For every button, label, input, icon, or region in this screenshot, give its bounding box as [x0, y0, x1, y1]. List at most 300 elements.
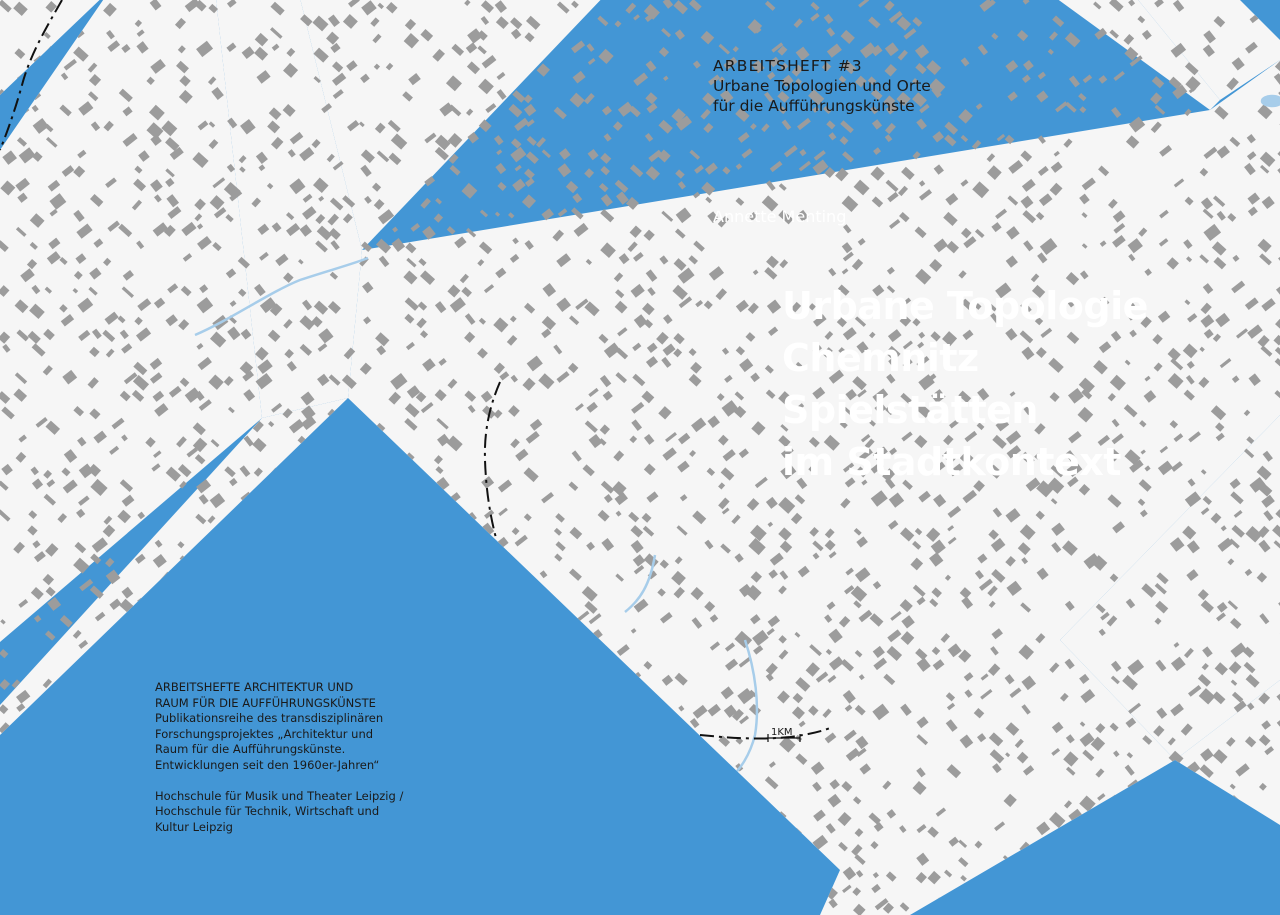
building-block	[1172, 825, 1188, 841]
building-block	[543, 734, 551, 742]
building-block	[1264, 12, 1277, 24]
building-block	[414, 633, 426, 646]
building-block	[542, 647, 551, 656]
building-block	[528, 673, 538, 683]
title-line: Chemnitz	[782, 336, 979, 380]
building-block	[497, 614, 513, 629]
building-block	[932, 131, 944, 142]
building-block	[357, 572, 369, 584]
building-block	[139, 719, 153, 731]
building-block	[540, 633, 551, 644]
building-block	[0, 679, 10, 690]
building-block	[121, 792, 132, 803]
building-block	[558, 208, 567, 217]
building-block	[842, 151, 854, 162]
building-block	[896, 16, 911, 30]
building-block	[11, 813, 23, 825]
building-block	[557, 163, 571, 177]
building-block	[345, 858, 353, 865]
building-block	[120, 645, 137, 662]
building-block	[73, 843, 88, 858]
building-block	[228, 614, 242, 628]
building-block	[422, 226, 436, 240]
building-block	[649, 851, 658, 860]
building-block	[408, 598, 424, 612]
building-block	[648, 745, 661, 757]
building-block	[558, 610, 571, 622]
building-block	[1157, 826, 1167, 836]
building-block	[494, 602, 501, 609]
building-block	[761, 123, 769, 132]
building-block	[541, 208, 554, 220]
building-block	[151, 643, 162, 654]
building-block	[168, 615, 181, 627]
building-block	[163, 629, 177, 643]
building-block	[1157, 884, 1165, 893]
building-block	[1, 828, 10, 837]
building-block	[403, 690, 413, 700]
building-block	[1129, 868, 1136, 875]
building-block	[333, 552, 342, 561]
building-block	[645, 92, 657, 104]
building-block	[509, 813, 524, 828]
building-block	[810, 2, 819, 11]
building-block	[1108, 872, 1116, 880]
building-block	[1099, 75, 1108, 84]
building-block	[1069, 75, 1080, 87]
building-block	[536, 137, 546, 148]
building-block	[316, 852, 324, 861]
building-block	[961, 883, 974, 896]
building-block	[312, 646, 319, 653]
building-block	[106, 676, 115, 686]
building-block	[719, 44, 730, 55]
building-block	[491, 812, 503, 824]
building-block	[298, 482, 314, 497]
building-block	[31, 747, 45, 761]
building-block	[541, 840, 550, 848]
building-block	[1229, 902, 1239, 913]
building-block	[180, 853, 192, 865]
building-block	[494, 738, 503, 747]
building-block	[643, 691, 656, 704]
institution-line: Kultur Leipzig	[155, 819, 233, 834]
building-block	[782, 841, 792, 851]
building-block	[703, 123, 713, 133]
building-block	[239, 615, 251, 626]
building-block	[736, 886, 749, 898]
building-block	[617, 794, 626, 802]
building-block	[254, 514, 261, 521]
building-block	[345, 482, 360, 497]
building-block	[466, 583, 472, 588]
building-block	[646, 103, 657, 113]
building-block	[586, 43, 594, 52]
building-block	[256, 633, 263, 640]
building-block	[739, 897, 751, 909]
building-block	[1048, 49, 1054, 55]
building-block	[660, 869, 673, 882]
building-block	[602, 840, 614, 852]
building-block	[630, 164, 643, 177]
building-block	[1022, 74, 1031, 83]
building-block	[376, 479, 393, 496]
building-block	[74, 736, 82, 744]
building-block	[289, 461, 297, 469]
building-block	[1183, 898, 1197, 912]
building-block	[508, 212, 514, 218]
building-block	[315, 480, 326, 492]
building-block	[599, 779, 611, 791]
building-block	[701, 31, 715, 45]
building-block	[1259, 2, 1270, 13]
building-block	[300, 839, 317, 855]
building-block	[1231, 808, 1242, 820]
institution-line: Hochschule für Musik und Theater Leipzig /	[155, 788, 404, 803]
building-block	[393, 883, 402, 892]
building-block	[492, 871, 501, 880]
building-block	[253, 541, 261, 549]
building-block	[168, 871, 177, 880]
building-block	[602, 106, 612, 116]
building-block	[170, 854, 181, 865]
building-block	[508, 104, 522, 118]
building-block	[1024, 854, 1039, 868]
building-block	[333, 898, 347, 911]
building-block	[573, 71, 586, 84]
building-block	[421, 780, 437, 796]
building-block	[1038, 72, 1046, 80]
building-block	[149, 661, 163, 675]
building-block	[331, 422, 342, 433]
building-block	[625, 3, 636, 14]
building-block	[765, 1, 776, 11]
building-block	[479, 705, 491, 717]
building-block	[348, 643, 363, 658]
building-block	[93, 782, 102, 791]
building-block	[570, 839, 579, 847]
building-block	[300, 492, 313, 506]
building-block	[59, 858, 70, 869]
building-block	[824, 14, 834, 24]
building-block	[210, 632, 221, 643]
building-block	[483, 594, 496, 607]
building-block	[436, 627, 446, 637]
building-block	[149, 598, 159, 607]
building-block	[404, 825, 418, 839]
building-block	[511, 138, 522, 148]
building-block	[794, 18, 803, 28]
building-block	[418, 479, 431, 492]
building-block	[513, 570, 525, 582]
building-block	[359, 664, 366, 670]
building-block	[298, 904, 305, 910]
building-block	[676, 750, 684, 759]
building-block	[1079, 902, 1088, 911]
building-block	[689, 150, 700, 160]
series-name-line: RAUM FÜR DIE AUFFÜHRUNGSKÜNSTE	[155, 695, 376, 710]
building-block	[737, 806, 754, 823]
building-block	[841, 30, 855, 44]
building-block	[181, 625, 196, 638]
building-block	[991, 33, 998, 40]
back-cover-text	[155, 680, 403, 835]
building-block	[89, 693, 96, 700]
building-block	[1079, 858, 1087, 866]
building-block	[388, 620, 394, 626]
building-block	[346, 407, 359, 419]
building-block	[134, 631, 145, 642]
building-block	[0, 89, 10, 100]
building-block	[523, 811, 534, 822]
building-block	[604, 883, 617, 895]
building-block	[635, 898, 647, 909]
building-block	[345, 541, 359, 555]
building-block	[1152, 76, 1165, 88]
building-block	[799, 161, 811, 172]
building-block	[599, 755, 608, 764]
building-block	[1036, 903, 1046, 913]
building-block	[435, 687, 450, 701]
building-block	[463, 722, 474, 733]
building-block	[584, 93, 595, 104]
building-block	[256, 836, 273, 853]
building-block	[512, 179, 526, 192]
building-block	[239, 543, 246, 550]
building-block	[615, 180, 629, 193]
building-block	[1229, 883, 1246, 899]
building-block	[495, 212, 500, 217]
series-title-line: für die Aufführungskünste	[713, 97, 915, 115]
building-block	[630, 720, 645, 734]
building-block	[524, 169, 535, 180]
building-block	[453, 612, 468, 626]
building-block	[495, 163, 506, 174]
building-block	[287, 526, 297, 536]
building-block	[1055, 101, 1068, 112]
building-block	[208, 570, 218, 580]
building-block	[813, 869, 827, 883]
description-line: Raum für die Aufführungskünste.	[155, 742, 346, 757]
building-block	[314, 447, 326, 459]
building-block	[1017, 30, 1028, 41]
building-block	[659, 47, 669, 57]
building-block	[375, 867, 389, 881]
building-block	[137, 822, 144, 828]
building-block	[799, 149, 806, 156]
building-block	[289, 477, 301, 488]
building-block	[829, 132, 837, 140]
building-block	[223, 660, 232, 669]
building-block	[706, 783, 713, 790]
building-block	[417, 738, 428, 749]
building-block	[644, 723, 655, 734]
building-block	[181, 573, 190, 582]
building-block	[512, 90, 525, 103]
building-block	[380, 597, 395, 611]
building-block	[329, 434, 341, 446]
building-block	[496, 149, 502, 155]
building-block	[526, 151, 539, 164]
building-block	[884, 1, 894, 11]
building-block	[1095, 867, 1106, 878]
building-block	[1051, 841, 1058, 848]
building-block	[675, 29, 685, 39]
building-block	[118, 874, 127, 883]
building-block	[406, 556, 412, 562]
building-block	[694, 165, 704, 174]
building-block	[554, 107, 567, 120]
building-block	[1052, 15, 1064, 27]
building-block	[705, 796, 717, 807]
building-block	[1231, 821, 1246, 834]
building-block	[601, 194, 613, 207]
building-block	[60, 737, 72, 748]
building-block	[135, 660, 147, 671]
building-block	[645, 840, 654, 850]
building-block	[432, 543, 443, 554]
building-block	[559, 628, 571, 638]
building-block	[362, 613, 368, 619]
building-block	[1113, 821, 1129, 836]
building-block	[176, 602, 191, 617]
building-block	[693, 61, 701, 69]
building-block	[435, 762, 448, 775]
building-block	[527, 719, 543, 734]
building-block	[259, 492, 268, 501]
building-block	[614, 20, 621, 27]
building-block	[1156, 858, 1165, 867]
building-block	[312, 546, 322, 556]
building-block	[663, 0, 674, 9]
building-block	[916, 119, 927, 130]
building-block	[461, 602, 470, 612]
building-block	[415, 543, 428, 556]
building-block	[300, 570, 308, 578]
building-block	[272, 495, 283, 507]
building-block	[212, 553, 227, 568]
building-block	[768, 902, 774, 908]
building-block	[495, 690, 505, 700]
building-block	[34, 615, 42, 623]
building-block	[316, 583, 324, 590]
building-block	[437, 617, 445, 624]
building-block	[572, 763, 582, 772]
building-block	[496, 723, 505, 732]
building-block	[602, 901, 613, 911]
building-block	[1021, 886, 1030, 895]
building-block	[1198, 871, 1211, 884]
institution-line: Hochschule für Technik, Wirtschaft und	[155, 804, 380, 819]
building-block	[660, 717, 670, 726]
building-block	[1023, 60, 1034, 71]
building-block	[3, 779, 14, 790]
title-line: Spielstätten	[782, 388, 1038, 432]
building-block	[702, 771, 712, 781]
building-block	[1113, 71, 1124, 81]
building-block	[65, 747, 80, 761]
building-block	[86, 872, 99, 885]
building-block	[796, 896, 813, 912]
building-block	[987, 901, 999, 913]
building-block	[350, 569, 361, 580]
building-block	[480, 676, 495, 691]
building-block	[576, 749, 584, 756]
building-block	[343, 617, 356, 630]
building-block	[404, 784, 415, 795]
building-block	[151, 885, 157, 891]
building-block	[585, 824, 594, 834]
building-block	[88, 708, 100, 720]
building-block	[251, 887, 264, 901]
building-block	[658, 120, 672, 134]
building-block	[961, 135, 968, 142]
building-block	[316, 468, 326, 477]
building-block	[361, 901, 372, 911]
building-block	[1023, 0, 1030, 5]
building-block	[826, 27, 835, 36]
building-block	[1174, 883, 1181, 890]
building-block	[1065, 902, 1076, 913]
building-block	[469, 885, 478, 893]
building-block	[411, 223, 421, 232]
building-block	[209, 614, 226, 631]
building-block	[396, 552, 407, 562]
building-block	[287, 885, 303, 900]
building-block	[333, 464, 345, 476]
building-block	[389, 630, 399, 640]
building-block	[91, 899, 107, 915]
building-block	[76, 867, 85, 875]
building-block	[600, 166, 610, 175]
building-block	[289, 629, 298, 637]
building-block	[602, 689, 613, 699]
building-block	[541, 717, 553, 730]
building-block	[468, 855, 481, 868]
building-block	[646, 166, 660, 180]
building-block	[403, 812, 415, 824]
building-block	[972, 903, 983, 914]
building-block	[542, 149, 551, 158]
building-block	[602, 806, 612, 816]
building-block	[944, 134, 956, 146]
building-block	[480, 210, 488, 218]
building-block	[1079, 106, 1086, 113]
building-block	[572, 855, 580, 864]
building-block	[566, 181, 578, 193]
building-block	[722, 167, 730, 175]
building-block	[271, 538, 279, 547]
building-block	[798, 851, 815, 867]
building-block	[446, 678, 456, 689]
building-block	[1080, 838, 1095, 852]
building-block	[493, 766, 505, 778]
building-block	[616, 778, 628, 789]
building-block	[301, 448, 311, 458]
building-block	[14, 828, 23, 837]
description-line: Forschungsprojektes „Architektur und	[155, 726, 374, 741]
building-block	[524, 689, 534, 699]
building-block	[1113, 898, 1128, 912]
building-block	[872, 119, 882, 129]
building-block	[485, 837, 495, 847]
building-block	[435, 642, 448, 654]
building-block	[355, 423, 363, 432]
building-block	[31, 795, 44, 807]
building-block	[543, 688, 552, 697]
building-block	[1124, 885, 1138, 899]
building-block	[133, 693, 142, 702]
